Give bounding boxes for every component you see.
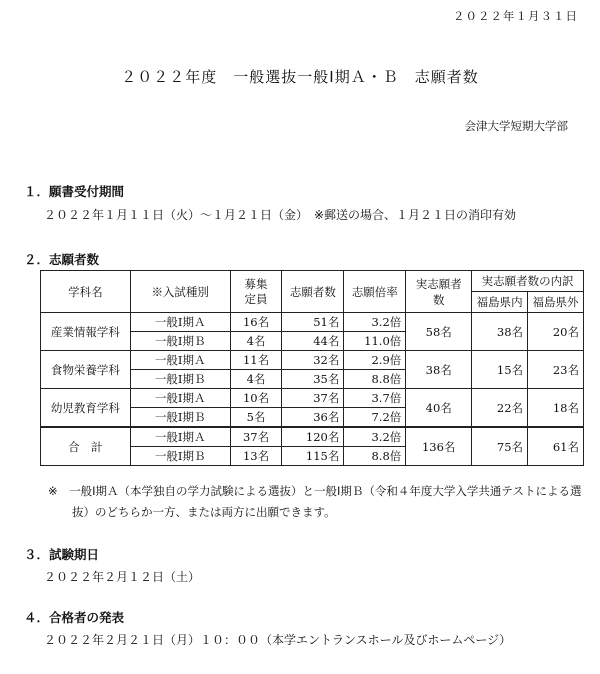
header-actual-applicants: 実志願者数 [406,271,472,313]
organization-name: 会津大学短期大学部 [464,119,568,133]
department-cell: 食物栄養学科 [41,351,131,389]
header-ratio: 志願倍率 [344,271,406,313]
ratio-cell: 2.9倍 [344,351,406,370]
note-line-2: 抜）のどちらか一方、または両方に出願できます。 [72,505,336,519]
exam-type-cell: 一般Ⅰ期Ａ [130,313,230,332]
document-date: ２０２２年１月３１日 [453,9,578,23]
header-department: 学科名 [41,271,131,313]
header-inside-fukushima: 福島県内 [472,292,528,313]
inside-cell: 38名 [472,313,528,351]
inside-cell: 15名 [472,351,528,389]
actual-applicants-cell: 58名 [406,313,472,351]
applicants-cell: 120名 [282,427,344,447]
applicants-cell: 37名 [282,389,344,408]
header-outside-fukushima: 福島県外 [528,292,584,313]
department-cell: 幼児教育学科 [41,389,131,428]
exam-date-text: ２０２２年２月１２日（土） [44,570,201,584]
table-header-row [41,271,584,292]
inside-cell: 75名 [472,427,528,466]
applicants-cell: 35名 [282,370,344,389]
quota-cell: 5名 [230,408,282,428]
actual-applicants-cell: 38名 [406,351,472,389]
quota-cell: 10名 [230,389,282,408]
exam-type-cell: 一般Ⅰ期Ａ [130,389,230,408]
exam-type-cell: 一般Ⅰ期Ｂ [130,408,230,428]
outside-cell: 20名 [528,313,584,351]
header-breakdown: 実志願者数の内訳 [472,271,584,292]
application-period-text: ２０２２年１月１１日（火）～１月２１日（金） ※郵送の場合、１月２１日の消印有効 [44,208,517,222]
section-2-heading: ２．志願者数 [24,252,100,267]
outside-cell: 18名 [528,389,584,428]
note-line-1: ※ 一般Ⅰ期Ａ（本学独自の学力試験による選抜）と一般Ⅰ期Ｂ（令和４年度大学入学共通テストによる選 [48,484,582,498]
announcement-text: ２０２２年２月２１日（月）１０：００（本学エントランスホール及びホームページ） [44,633,512,647]
ratio-cell: 3.2倍 [344,427,406,447]
quota-cell: 16名 [230,313,282,332]
ratio-cell: 8.8倍 [344,370,406,389]
table-row [41,313,584,332]
quota-cell: 11名 [230,351,282,370]
exam-type-cell: 一般Ⅰ期Ｂ [130,370,230,389]
section-1-heading: １．願書受付期間 [24,184,125,199]
header-applicants: 志願者数 [282,271,344,313]
applicants-table [40,270,584,466]
ratio-cell: 3.7倍 [344,389,406,408]
exam-type-cell: 一般Ⅰ期Ａ [130,351,230,370]
section-4-heading: ４．合格者の発表 [24,610,125,625]
quota-cell: 4名 [230,332,282,351]
header-quota: 募集 定員 [230,271,282,313]
quota-cell: 4名 [230,370,282,389]
quota-cell: 13名 [230,447,282,466]
document-title: ２０２２年度 一般選抜一般Ⅰ期Ａ・Ｂ 志願者数 [121,68,479,86]
applicants-cell: 51名 [282,313,344,332]
applicants-cell: 44名 [282,332,344,351]
inside-cell: 22名 [472,389,528,428]
table-row [41,351,584,370]
ratio-cell: 7.2倍 [344,408,406,428]
actual-applicants-cell: 40名 [406,389,472,428]
actual-applicants-cell: 136名 [406,427,472,466]
applicants-cell: 115名 [282,447,344,466]
exam-type-cell: 一般Ⅰ期Ａ [130,427,230,447]
ratio-cell: 3.2倍 [344,313,406,332]
ratio-cell: 11.0倍 [344,332,406,351]
header-exam-type: ※入試種別 [130,271,230,313]
exam-type-cell: 一般Ⅰ期Ｂ [130,447,230,466]
exam-type-cell: 一般Ⅰ期Ｂ [130,332,230,351]
total-label-cell: 合 計 [41,427,131,466]
exam-type-note [48,481,581,523]
outside-cell: 23名 [528,351,584,389]
outside-cell: 61名 [528,427,584,466]
applicants-cell: 32名 [282,351,344,370]
section-3-heading: ３．試験期日 [24,547,100,562]
applicants-cell: 36名 [282,408,344,428]
ratio-cell: 8.8倍 [344,447,406,466]
department-cell: 産業情報学科 [41,313,131,351]
quota-cell: 37名 [230,427,282,447]
table-row-total [41,427,584,447]
table-row [41,389,584,408]
